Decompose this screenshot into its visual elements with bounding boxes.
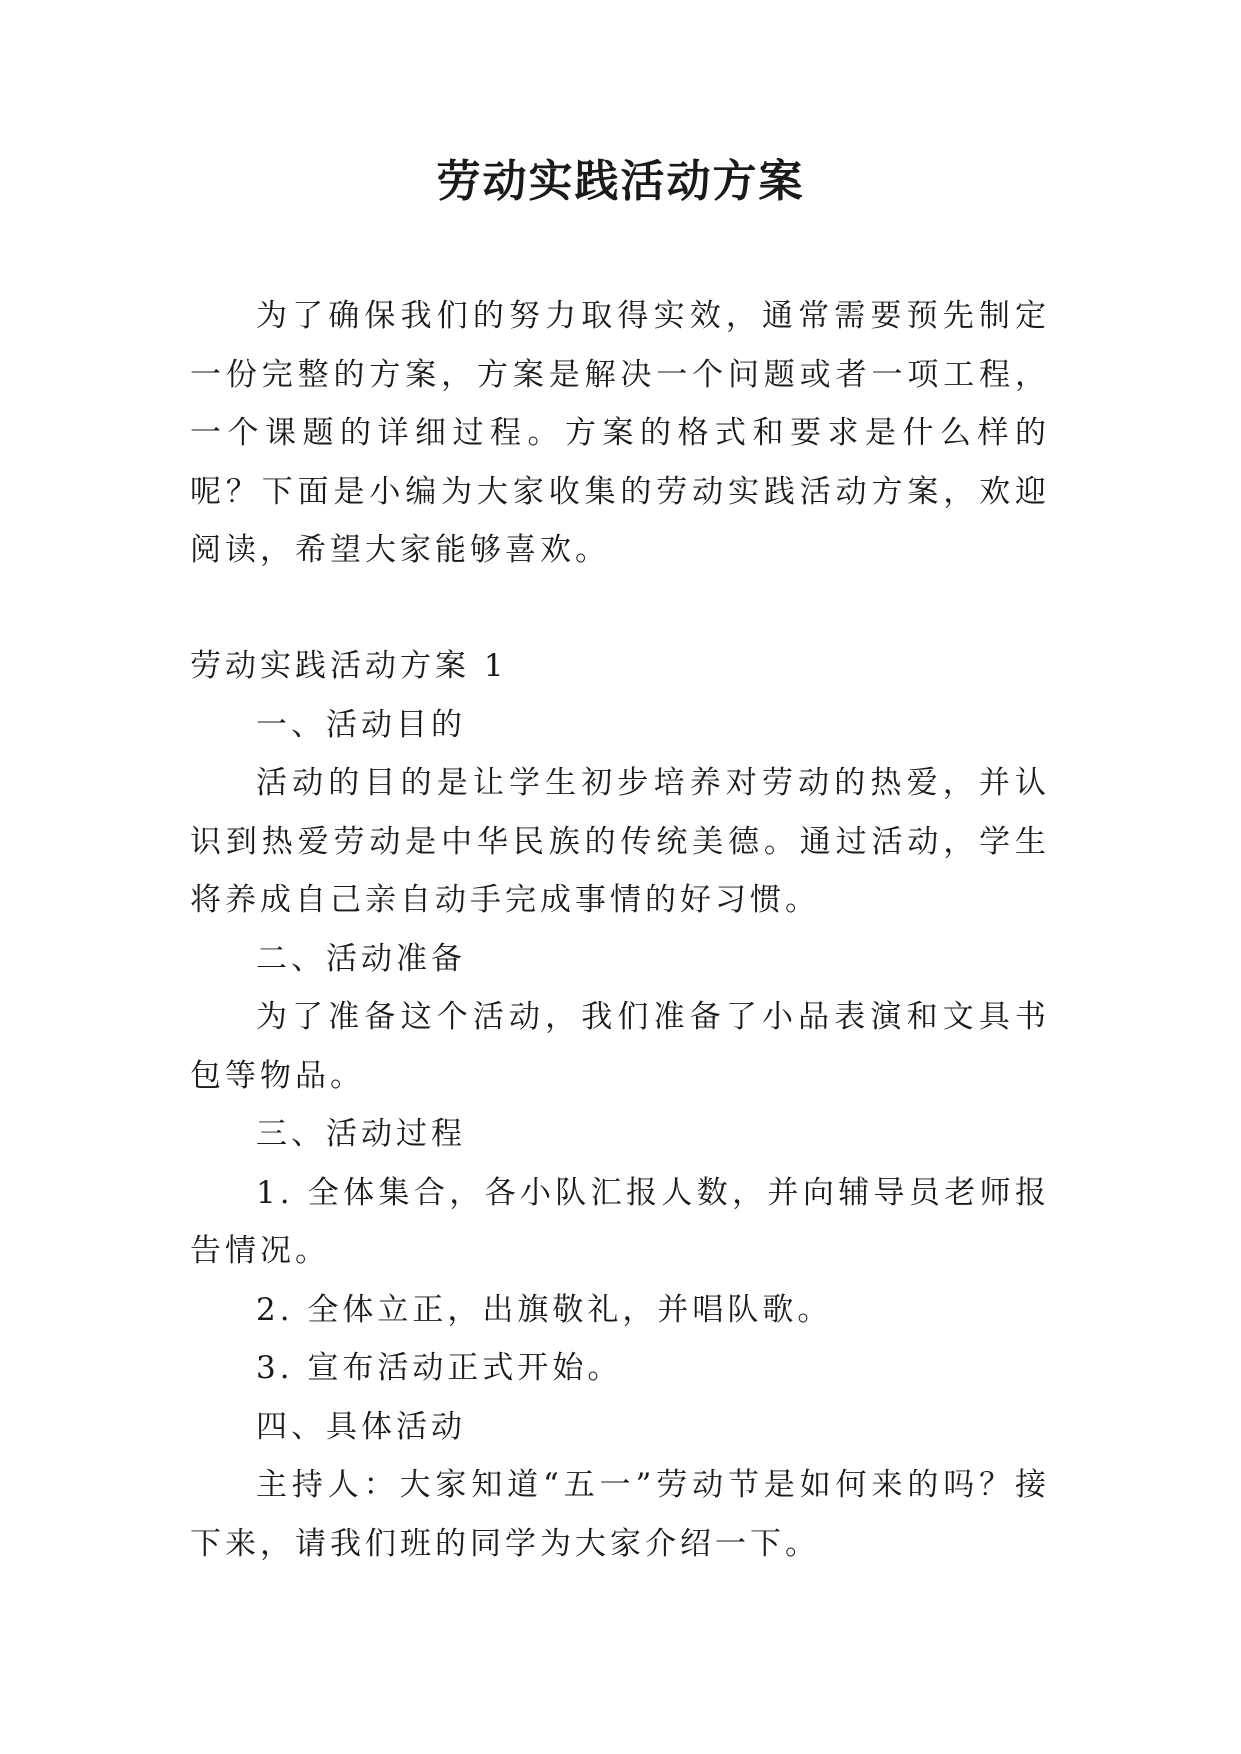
heading-process: 三、活动过程 xyxy=(256,1116,466,1152)
document-body xyxy=(190,637,1050,1573)
document-title: 劳动实践活动方案 xyxy=(436,156,805,207)
heading-preparation: 二、活动准备 xyxy=(256,940,466,977)
paragraph-purpose: 活动的目的是让学生初步培养对劳动的热爱，并认识到热爱劳动是中华民族的传统美德。通过活动，学生将养成自己亲自动手完成事情的好习惯。 xyxy=(190,765,1050,918)
process-step-3: 3. 宣布活动正式开始。 xyxy=(256,1350,623,1386)
heading-activities: 四、具体活动 xyxy=(256,1408,466,1445)
process-step-2: 2. 全体立正，出旗敬礼，并唱队歌。 xyxy=(256,1291,833,1328)
paragraph-preparation: 为了准备这个活动，我们准备了小品表演和文具书包等物品。 xyxy=(190,999,1050,1094)
intro-paragraph: 为了确保我们的努力取得实效，通常需要预先制定一份完整的方案，方案是解决一个问题或者一项工程，一个课题的详细过程。方案的格式和要求是什么样的呢？下面是小编为大家收集的劳动实践活动方案，欢迎阅读，希望大家能够喜欢。 xyxy=(190,298,1050,568)
section-title: 劳动实践活动方案 1 xyxy=(190,648,508,684)
paragraph-host: 主持人：大家知道“五一”劳动节是如何来的吗？接下来，请我们班的同学为大家介绍一下。 xyxy=(190,1467,1050,1562)
heading-purpose: 一、活动目的 xyxy=(256,706,466,743)
process-step-1: 1. 全体集合，各小队汇报人数，并向辅导员老师报告情况。 xyxy=(190,1174,1050,1269)
